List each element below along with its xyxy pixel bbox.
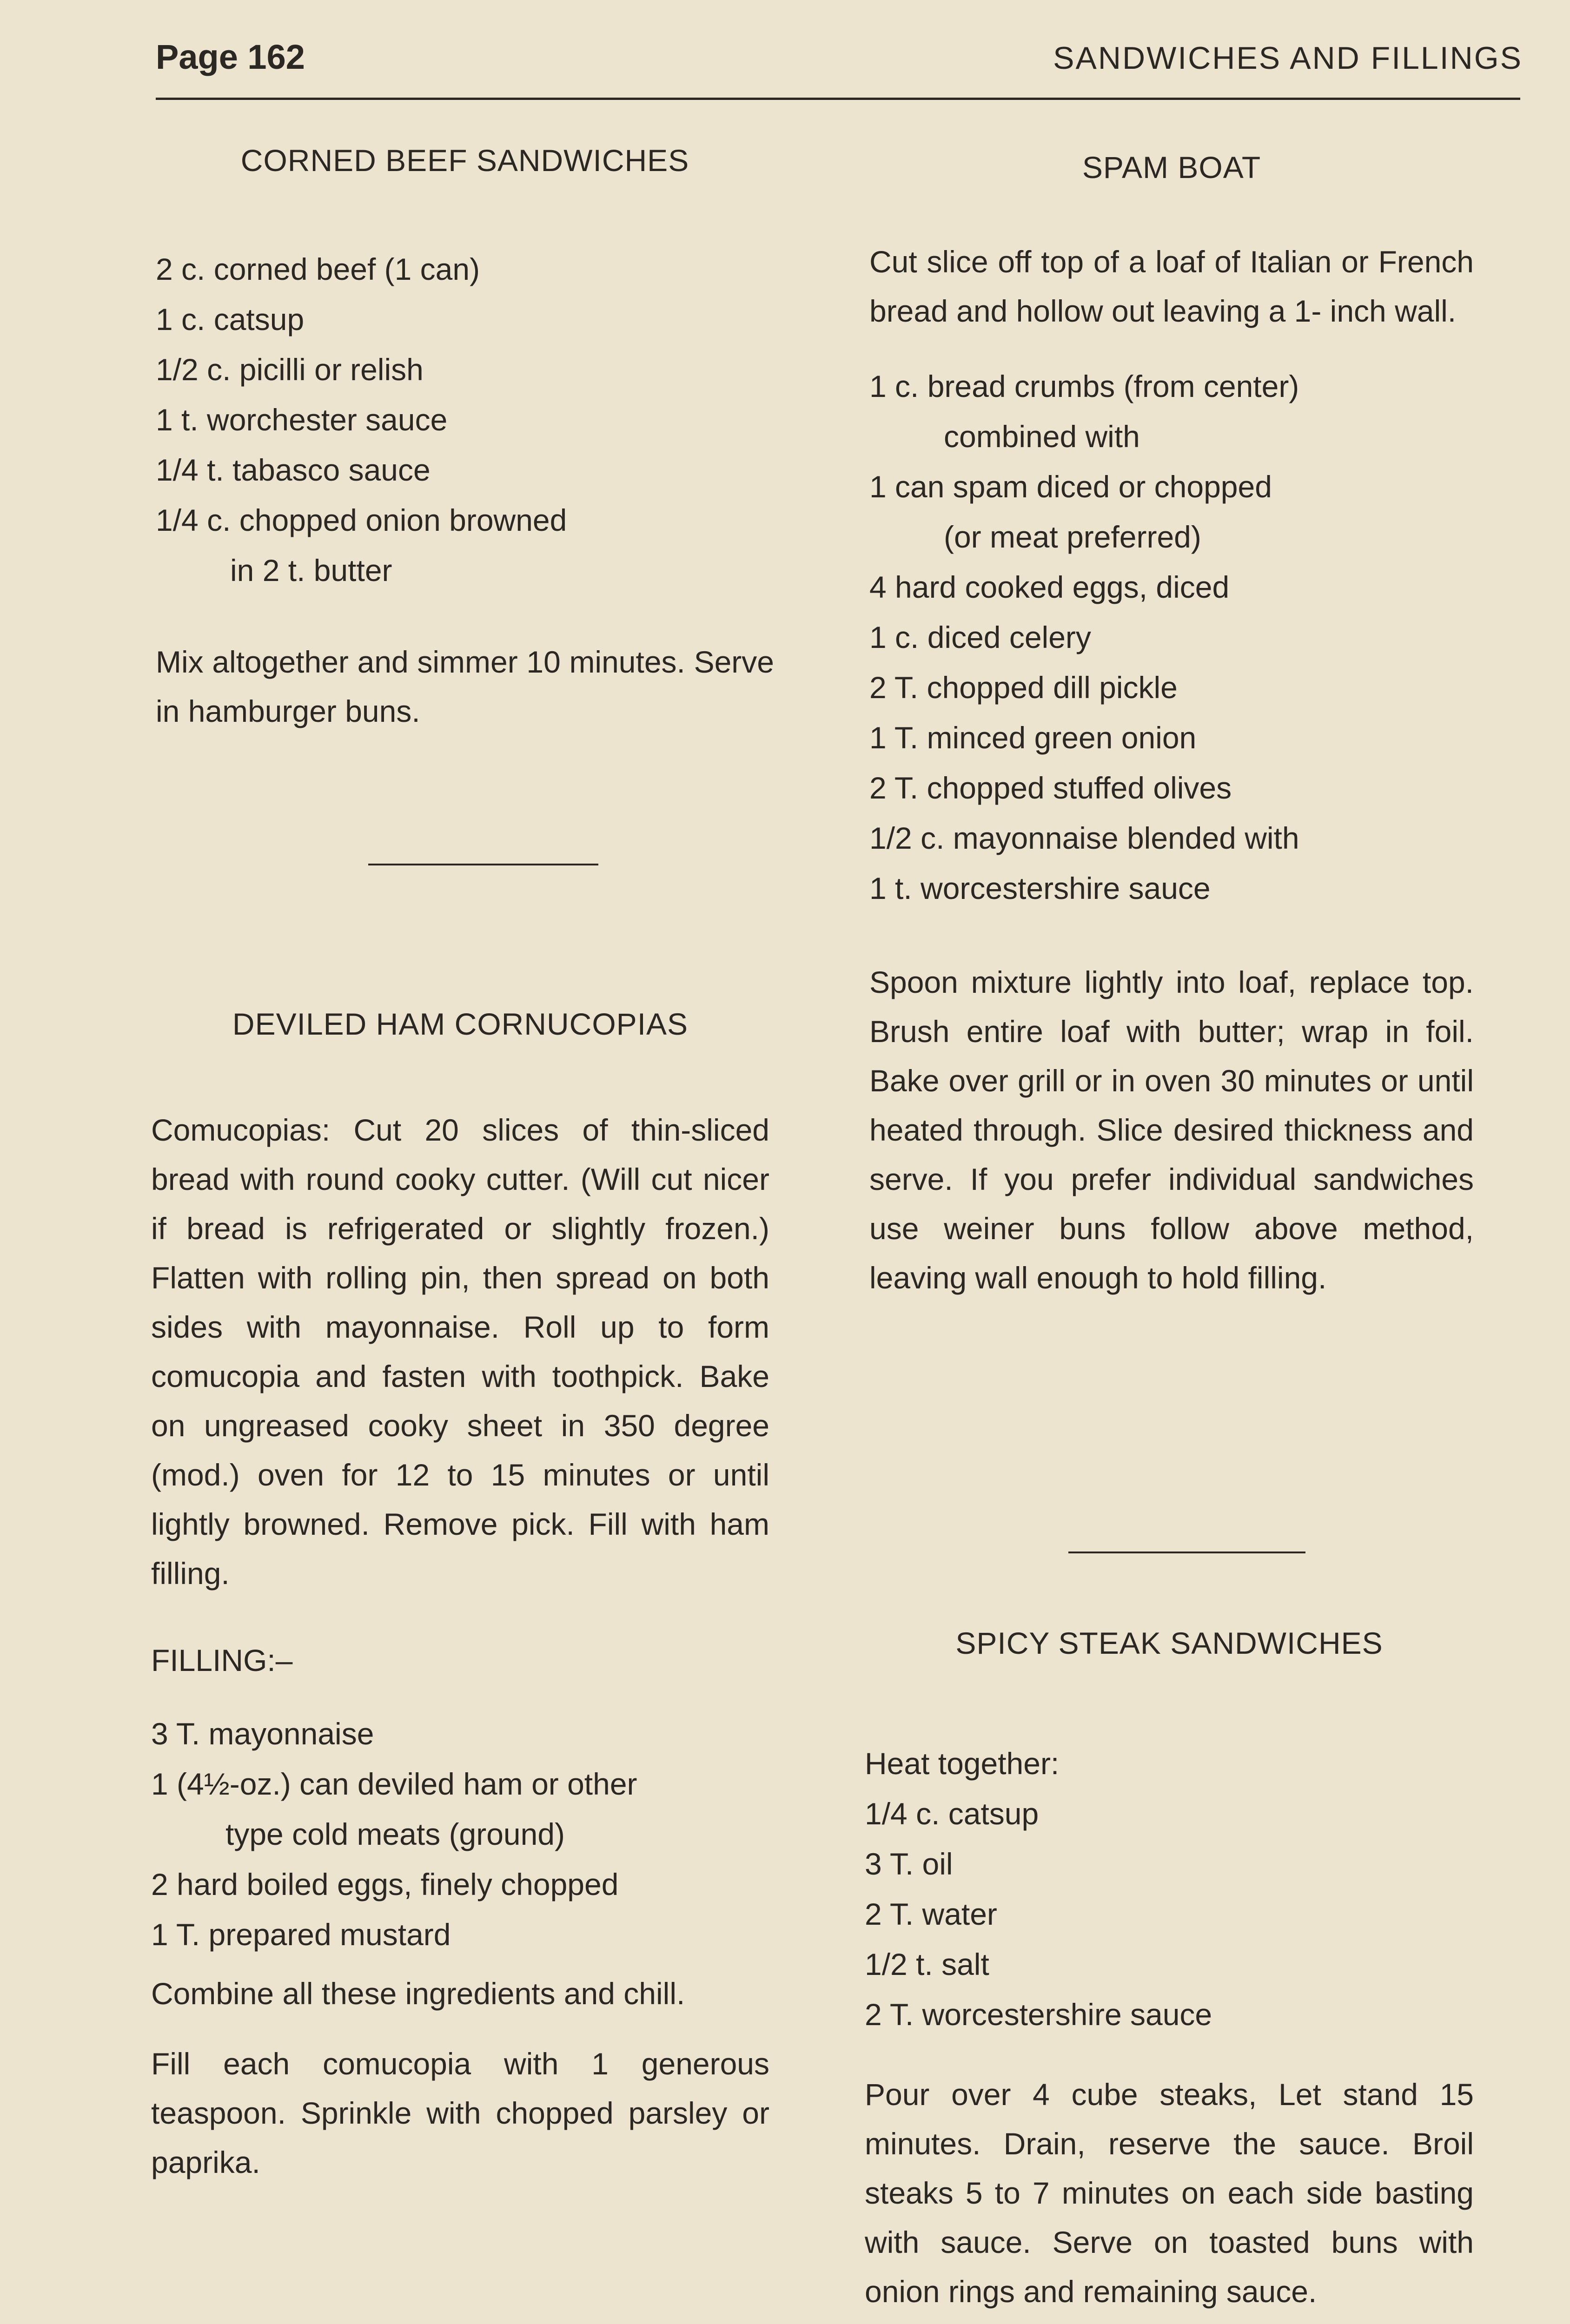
header-rule <box>156 98 1520 100</box>
combine-directions: Combine all these ingredients and chill. <box>151 1976 685 2011</box>
ingredient-line: type cold meats (ground) <box>225 1817 565 1851</box>
spicy-steak-recipe <box>865 1618 1474 2316</box>
ingredient-line: 1 can spam diced or chopped <box>869 469 1272 504</box>
ingredient-line: combined with <box>944 419 1140 454</box>
ingredient-line: (or meat preferred) <box>944 520 1201 554</box>
ingredient-line: 3 T. oil <box>865 1847 953 1881</box>
ingredient-line: 2 T. water <box>865 1897 997 1931</box>
recipe-directions: Mix altogether and simmer 10 minutes. Serve in hamburger buns. <box>156 645 774 728</box>
ingredient-line: 1/2 t. salt <box>865 1947 989 1981</box>
ingredient-line: 1 T. minced green onion <box>869 720 1197 755</box>
ingredient-line: 1/4 c. catsup <box>865 1796 1039 1831</box>
recipe-directions: Spoon mixture lightly into loaf, replace top. Brush entire loaf with butter; wrap in foil. Bake over grill or in oven 30 minutes or until heated through. Slice desired thickness and serve. If you prefer individual sandwiches use weiner buns follow above method, leaving wall enough to hold filling. <box>869 965 1474 1295</box>
recipe-title: DEVILED HAM CORNUCOPIAS <box>232 1007 689 1041</box>
section-title: SANDWICHES AND FILLINGS <box>1053 40 1523 76</box>
recipe-intro: Cut slice off top of a loaf of Italian or French bread and hollow out leaving a 1- inch wall. <box>869 244 1474 328</box>
ingredient-line: in 2 t. butter <box>230 553 392 588</box>
ingredient-list <box>869 361 1474 913</box>
ingredient-line: 2 T. chopped stuffed olives <box>869 771 1232 805</box>
ingredient-line: 1/4 t. tabasco sauce <box>156 453 431 487</box>
recipe-separator <box>368 864 598 865</box>
ingredient-list <box>151 1709 769 1960</box>
recipe-separator <box>1068 1552 1305 1553</box>
fill-directions: Fill each comucopia with 1 generous teaspoon. Sprinkle with chopped parsley or paprika. <box>151 2047 769 2179</box>
page-number: Page 162 <box>156 38 305 76</box>
recipe-title: SPAM BOAT <box>1082 150 1261 185</box>
recipe-directions: Pour over 4 cube steaks, Let stand 15 minutes. Drain, reserve the sauce. Broil steaks 5 to 7 minutes on each side basting with sauce. Serve on toasted buns with onion rings and remaining sauce. <box>865 2077 1474 2309</box>
recipe-title: SPICY STEAK SANDWICHES <box>955 1626 1383 1660</box>
ingredient-line: 1 T. prepared mustard <box>151 1917 451 1952</box>
ingredient-line: 1 t. worcestershire sauce <box>869 871 1211 905</box>
corned-beef-recipe <box>156 135 774 736</box>
ingredient-line: 1 (4½-oz.) can deviled ham or other <box>151 1767 637 1801</box>
ingredient-line: 1/2 c. picilli or relish <box>156 352 424 387</box>
recipe-directions: Comucopias: Cut 20 slices of thin-sliced bread with round cooky cutter. (Will cut nicer if bread is refrigerated or slightly frozen.) Flatten with rolling pin, then spread on both sides with mayonnaise. Roll up to form comucopia and fasten with toothpick. Bake on ungreased cooky sheet in 350 degree (mod.) oven for 12 to 15 minutes or until lightly browned. Remove pick. Fill with ham filling. <box>151 1113 769 1591</box>
ingredient-line: 4 hard cooked eggs, diced <box>869 570 1230 604</box>
ingredient-line: 1 t. worchester sauce <box>156 403 448 437</box>
spam-boat-recipe <box>869 142 1474 1302</box>
filling-label: FILLING:– <box>151 1643 293 1677</box>
ingredient-list <box>865 1789 1474 2040</box>
ingredient-line: 2 T. chopped dill pickle <box>869 670 1178 705</box>
recipe-title: CORNED BEEF SANDWICHES <box>240 143 689 178</box>
ingredient-line: 1 c. bread crumbs (from center) <box>869 369 1299 403</box>
ingredient-line: 1 c. diced celery <box>869 620 1091 654</box>
ingredient-line: 1/2 c. mayonnaise blended with <box>869 821 1299 855</box>
ingredient-list <box>156 244 774 595</box>
ingredient-line: 2 c. corned beef (1 can) <box>156 252 480 286</box>
heat-label: Heat together: <box>865 1746 1060 1781</box>
deviled-ham-recipe <box>151 998 769 2187</box>
ingredient-line: 2 hard boiled eggs, finely chopped <box>151 1867 619 1901</box>
ingredient-line: 2 T. worcestershire sauce <box>865 1997 1212 2032</box>
ingredient-line: 1/4 c. chopped onion browned <box>156 503 567 537</box>
ingredient-line: 1 c. catsup <box>156 302 305 337</box>
ingredient-line: 3 T. mayonnaise <box>151 1717 374 1751</box>
